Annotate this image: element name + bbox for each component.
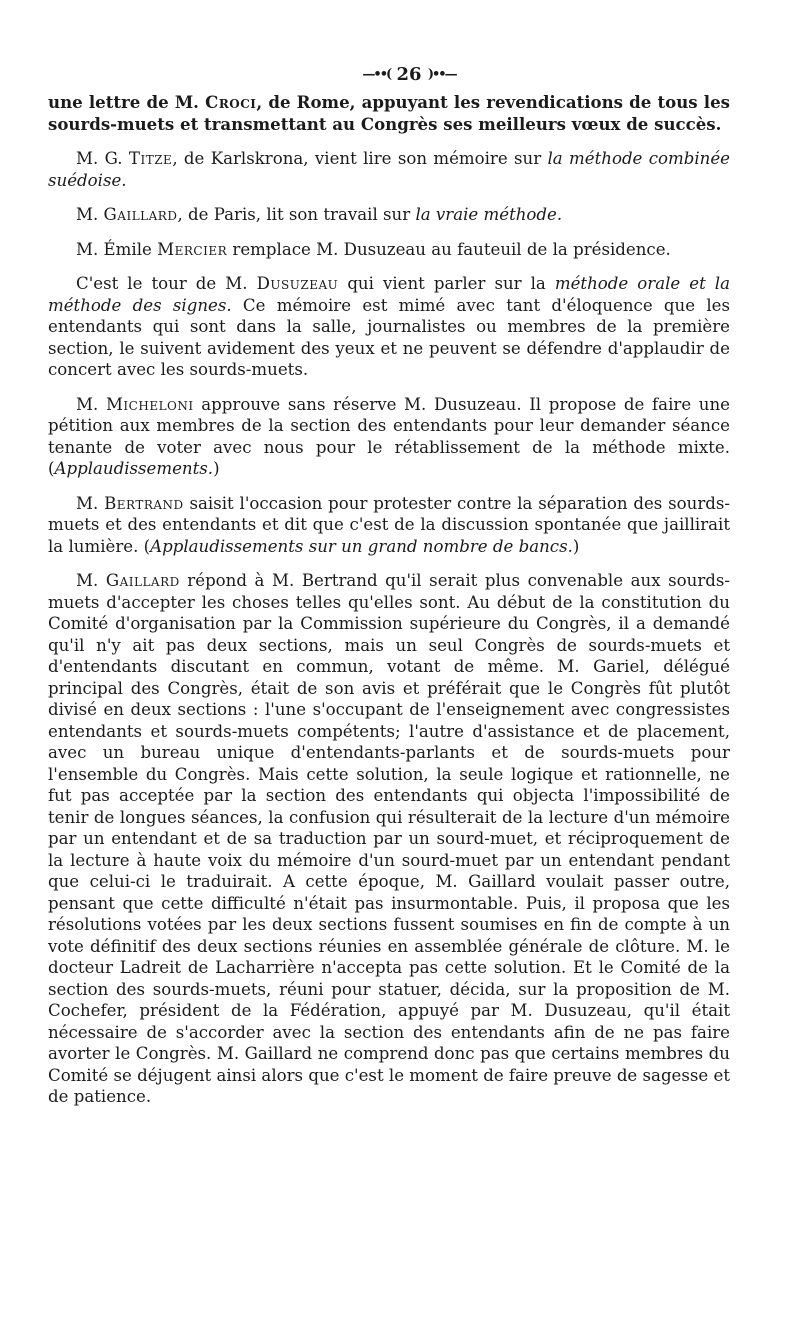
name-gaillard: Gaillard [105, 571, 180, 590]
paragraph-5 [48, 273, 730, 381]
paragraph-6 [48, 394, 730, 480]
text-segment: M. [76, 571, 106, 590]
text-segment: une lettre de M. [48, 92, 206, 112]
name-titze: Titze [128, 149, 173, 168]
text-segment: approuve sans réserve M. Dusuzeau. Il propose de faire une pétition aux membres de la section des entendants pour leur demander séance tenante de voter avec nous pour le rétablissement de la méthode mixte. ( [48, 394, 730, 478]
text-segment: M. [76, 205, 104, 224]
name-bertrand: Bertrand [104, 493, 184, 513]
text-segment: , de Paris, lit son travail sur [177, 205, 416, 224]
name-mercier: Mercier [157, 239, 228, 259]
stage-direction: Applaudissements sur un grand nombre de bancs. [150, 536, 573, 556]
name-micheloni: Micheloni [105, 394, 194, 414]
paragraph-4 [48, 239, 730, 261]
ornament-right: )••— [427, 67, 456, 82]
paragraph-3 [48, 204, 730, 226]
text-segment: qui vient parler sur la [338, 274, 555, 293]
text-segment: M. G. [76, 149, 129, 168]
name-gaillard: Gaillard [103, 205, 178, 224]
paragraph-1 [48, 92, 730, 135]
text-segment: ) [213, 459, 220, 478]
text-segment: M. [76, 394, 106, 414]
stage-direction: Applaudissements. [54, 459, 214, 478]
text-segment: saisit l'occasion pour protester contre la séparation des sourds-muets et des entendants et dit que c'est de la discussion spontanée que jaillirait la lumière. ( [48, 493, 730, 556]
page-header [88, 58, 730, 92]
ornament-left: —••( [362, 67, 391, 82]
text-segment: Ce mémoire est mimé avec tant d'éloquence que les entendants qui sont dans la salle, journalistes ou membres de la première section, le suivent avidement des yeux et ne peuvent se défendre d'applaudir de concert avec les sourds-muets. [48, 295, 730, 379]
paragraph-7 [48, 493, 730, 558]
text-segment: remplace M. Dusuzeau au fauteuil de la présidence. [227, 239, 671, 259]
text-segment: C'est le tour de M. [76, 274, 257, 293]
title-methode-combinee: la méthode combinée suédoise. [48, 149, 730, 190]
text-segment: M. [76, 493, 105, 513]
paragraph-2 [48, 148, 730, 191]
title-methode-orale: méthode orale et la méthode des signes. [48, 274, 730, 315]
name-croci: Croci [205, 92, 257, 112]
text-segment: ) [572, 536, 580, 556]
text-segment: répond à M. Bertrand qu'il serait plus convenable aux sourds-muets d'accepter les choses telles qu'elles sont. Au début de la constitution du Comité d'organisation par la Commission supérieure du Congrès, il a demandé qu'il n'y ait pas deux sections, mais un seul Congrès de sourds-muets et d'entendants discutant en commun, votant de même. M. Gariel, délégué principal des Congrès, était de son avis et préférait que le Congrès fût plutôt divisé en deux sections : l'une s'occupant de l'enseignement avec congressistes entendants et sourds-muets compétents; l'autre d'assistance et de placement, avec un bureau unique d'entendants-parlants et de sourds-muets pour l'ensemble du Congrès. Mais cette solution, la seule logique et rationnelle, ne fut pas acceptée par la section des entendants qui objecta l'impossibilité de tenir de longues séances, la confusion qui résulterait de la lecture d'un mémoire par un entendant et de sa traduction par un sourd-muet, et réciproquement de la lecture à haute voix du mémoire d'un sourd-muet par un entendant pendant que celui-ci le traduirait. A cette époque, M. Gaillard voulait passer outre, pensant que cette difficulté n'était pas insurmontable. Puis, il proposa que les résolutions votées par les deux sections fussent soumises en fin de compte à un vote définitif des deux sections réunies en assemblée générale de clôture. M. le docteur Ladreit de Lacharrière n'accepta pas cette solution. Et le Comité de la section des sourds-muets, réuni pour statuer, décida, sur la proposition de M. Cochefer, président de la Fédération, appuyé par M. Dusuzeau, qu'il était nécessaire de s'accorder avec la section des entendants afin de ne pas faire avorter le Congrès. M. Gaillard ne comprend donc pas que certains membres du Comité se déjugent ainsi alors que c'est le moment de faire preuve de sagesse et de patience. [48, 571, 730, 1106]
text-segment: , de Karlskrona, vient lire son mémoire sur [172, 149, 548, 168]
text-segment: , de Rome, appuyant les revendications de tous les sourds-muets et transmettant au Congrès ses meilleurs vœux de succès. [48, 92, 730, 134]
name-dusuzeau: Dusuzeau [256, 274, 339, 293]
page-number: 26 [396, 64, 422, 85]
title-vraie-methode: la vraie méthode. [415, 205, 563, 224]
text-segment: M. Émile [76, 239, 158, 259]
paragraph-8 [48, 570, 730, 1108]
